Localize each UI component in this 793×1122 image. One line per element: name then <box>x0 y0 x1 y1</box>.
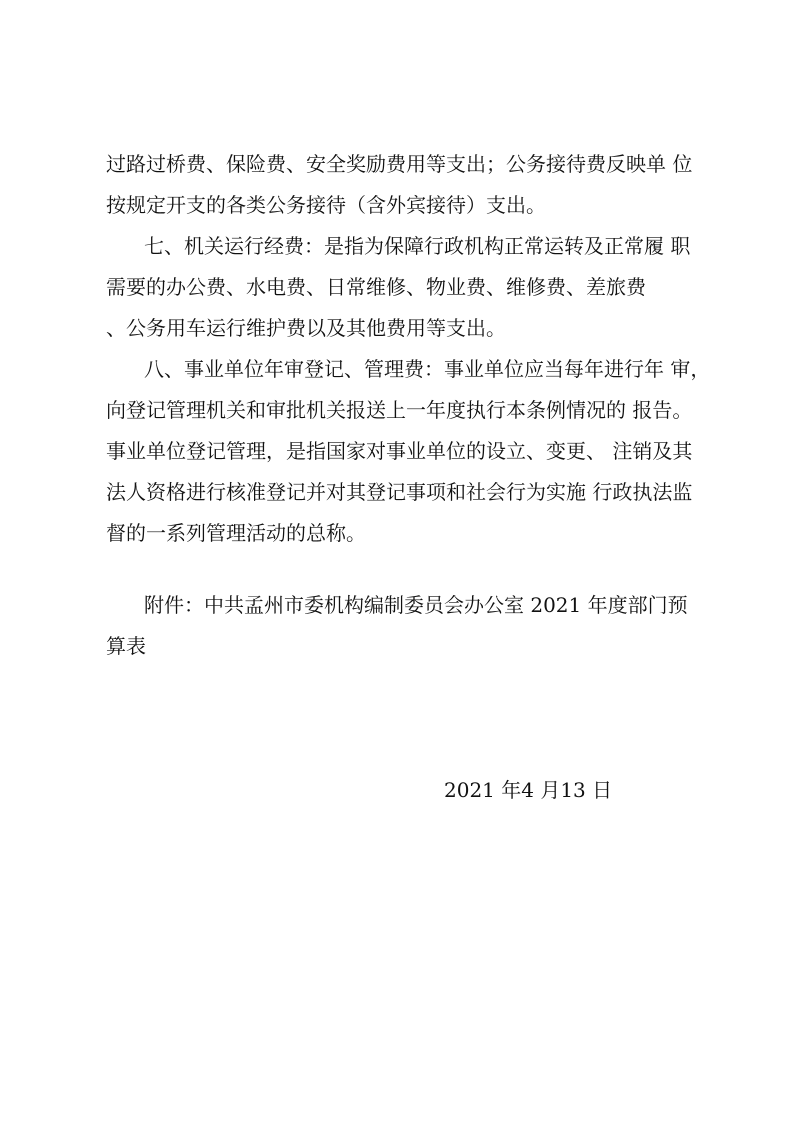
registration-line-3: 事业单位登记管理，是指国家对事业单位的设立、变更、 注销及其 <box>106 439 693 463</box>
public-affairs-line-2: 按规定开支的各类公务接待（含外宾接待）支出。 <box>106 193 546 217</box>
registration-line-5: 督的一系列管理活动的总称。 <box>106 521 366 545</box>
registration-line-4: 法人资格进行核准登记并对其登记事项和社会行为实施 行政执法监 <box>106 480 693 504</box>
registration-line-1: 八、事业单位年审登记、管理费：事业单位应当每年进行年 审， <box>144 357 711 381</box>
operating-costs-line-2: 需要的办公费、水电费、日常维修、物业费、维修费、差旅费 <box>106 275 646 299</box>
registration-line-2: 向登记管理机关和审批机关报送上一年度执行本条例情况的 报告。 <box>106 398 693 422</box>
attachment-line-1: 附件：中共孟州市委机构编制委员会办公室 2021 年度部门预 <box>144 593 688 617</box>
operating-costs-line-1: 七、机关运行经费：是指为保障行政机构正常运转及正常履 职 <box>144 234 691 258</box>
attachment-line-2: 算表 <box>106 634 146 658</box>
operating-costs-line-3: 、公务用车运行维护费以及其他费用等支出。 <box>106 316 506 340</box>
public-affairs-line-1: 过路过桥费、保险费、安全奖励费用等支出；公务接待费反映单 位 <box>106 152 693 176</box>
document-date: 2021 年4 月13 日 <box>444 778 613 802</box>
